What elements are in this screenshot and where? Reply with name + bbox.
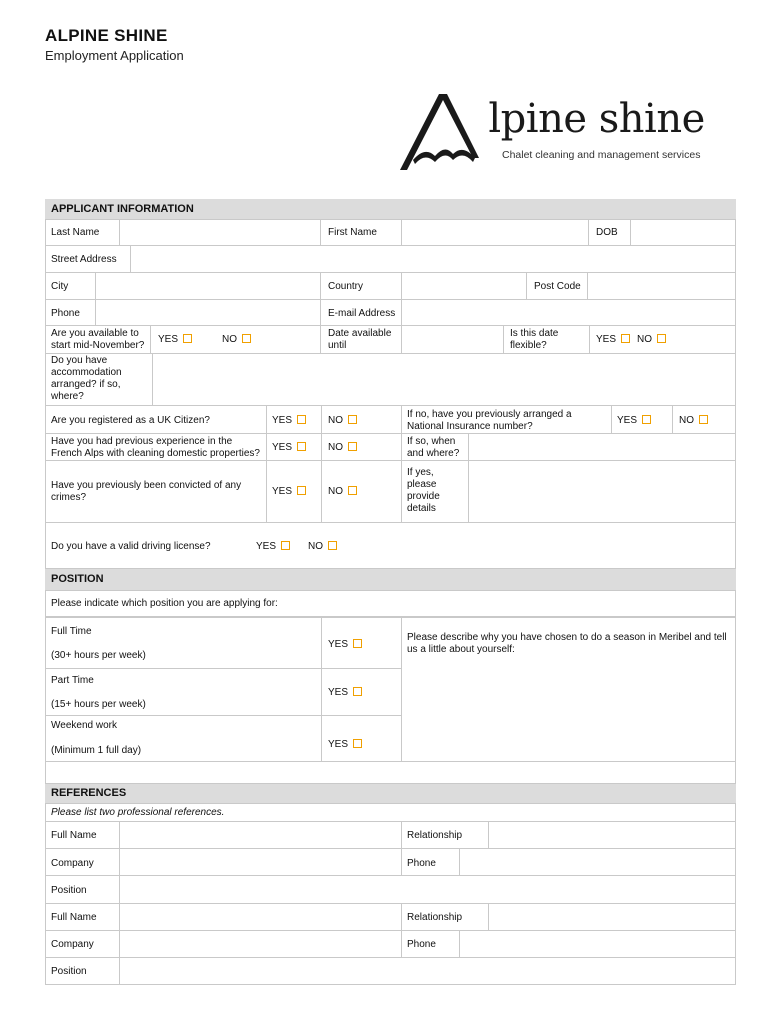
weekend-label: Weekend work	[51, 720, 117, 731]
checkbox-icon[interactable]	[353, 739, 362, 748]
ref2-position-field[interactable]	[119, 957, 736, 985]
checkbox-icon[interactable]	[348, 442, 357, 451]
section-applicant-information: APPLICANT INFORMATION	[45, 199, 736, 219]
email-field[interactable]	[401, 299, 736, 326]
checkbox-icon[interactable]	[242, 334, 251, 343]
checkbox-icon[interactable]	[699, 415, 708, 424]
checkbox-icon[interactable]	[281, 541, 290, 550]
flexible-yes[interactable]: YES	[596, 334, 630, 346]
available-question: Are you available to start mid-November?	[51, 328, 145, 351]
checkbox-icon[interactable]	[328, 541, 337, 550]
section-references: REFERENCES	[45, 784, 736, 803]
part-time-yes[interactable]: YES	[328, 687, 362, 699]
ref2-full-name-label: Full Name	[51, 912, 97, 923]
checkbox-icon[interactable]	[297, 415, 306, 424]
last-name-label: Last Name	[51, 227, 100, 238]
ni-yes[interactable]: YES	[617, 415, 651, 427]
ref2-relationship-field[interactable]	[488, 903, 736, 931]
ref1-company-field[interactable]	[119, 848, 402, 876]
ref1-position-field[interactable]	[119, 875, 736, 904]
date-available-label: Date available until	[328, 328, 392, 351]
full-time-hours: (30+ hours per week)	[51, 650, 146, 661]
flexible-no[interactable]: NO	[637, 334, 666, 346]
part-time-hours: (15+ hours per week)	[51, 699, 146, 710]
checkbox-icon[interactable]	[297, 486, 306, 495]
checkbox-icon[interactable]	[353, 687, 362, 696]
accommodation-question: Do you have accommodation arranged? if so, where?	[51, 355, 122, 402]
ref1-phone-field[interactable]	[459, 848, 736, 876]
logo-tagline: Chalet cleaning and management services	[502, 149, 701, 161]
driving-question: Do you have a valid driving license?	[51, 541, 211, 552]
ref1-company-label: Company	[51, 858, 94, 869]
section-position: POSITION	[45, 569, 736, 590]
crimes-yes[interactable]: YES	[272, 486, 306, 498]
ref2-company-field[interactable]	[119, 930, 402, 958]
logo-wordmark: lpine shine	[488, 96, 705, 142]
uk-citizen-question: Are you registered as a UK Citizen?	[51, 415, 210, 426]
email-label: E-mail Address	[328, 308, 396, 319]
document-subtitle: Employment Application	[45, 48, 184, 63]
driving-yes[interactable]: YES	[256, 541, 290, 553]
crimes-question: Have you previously been convicted of any crimes?	[51, 480, 242, 503]
position-instruction: Please indicate which position you are applying for:	[51, 598, 278, 609]
first-name-label: First Name	[328, 227, 377, 238]
ref1-relationship-field[interactable]	[488, 821, 736, 849]
accommodation-field[interactable]	[152, 353, 736, 406]
checkbox-icon[interactable]	[348, 486, 357, 495]
when-where-field[interactable]	[468, 433, 736, 461]
post-code-field[interactable]	[587, 272, 736, 300]
part-time-label: Part Time	[51, 675, 94, 686]
phone-field[interactable]	[95, 299, 321, 326]
dob-field[interactable]	[630, 219, 736, 246]
ref2-company-label: Company	[51, 939, 94, 950]
ref2-full-name-field[interactable]	[119, 903, 402, 931]
city-label: City	[51, 281, 69, 292]
phone-label: Phone	[51, 308, 80, 319]
ref2-phone-label: Phone	[407, 939, 436, 950]
available-yes[interactable]: YES	[158, 334, 192, 346]
describe-field[interactable]	[401, 616, 736, 762]
checkbox-icon[interactable]	[621, 334, 630, 343]
ref2-position-label: Position	[51, 966, 87, 977]
describe-question: Please describe why you have chosen to do a season in Meribel and tell us a little about yourself:	[407, 632, 727, 655]
ref1-full-name-label: Full Name	[51, 830, 97, 841]
ref2-relationship-label: Relationship	[407, 912, 463, 923]
experience-question: Have you had previous experience in the French Alps with cleaning domestic properties?	[51, 436, 260, 459]
details-label: If yes, please provide details	[407, 467, 440, 514]
weekend-minimum: (Minimum 1 full day)	[51, 745, 142, 756]
experience-yes[interactable]: YES	[272, 442, 306, 454]
ref2-phone-field[interactable]	[459, 930, 736, 958]
checkbox-icon[interactable]	[642, 415, 651, 424]
street-address-field[interactable]	[130, 245, 736, 273]
driving-no[interactable]: NO	[308, 541, 337, 553]
country-field[interactable]	[401, 272, 527, 300]
available-no[interactable]: NO	[222, 334, 251, 346]
full-time-yes[interactable]: YES	[328, 639, 362, 651]
date-available-field[interactable]	[401, 325, 504, 354]
first-name-field[interactable]	[401, 219, 589, 246]
dob-label: DOB	[596, 227, 618, 238]
checkbox-icon[interactable]	[297, 442, 306, 451]
checkbox-icon[interactable]	[348, 415, 357, 424]
references-instruction: Please list two professional references.	[51, 807, 225, 818]
street-address-label: Street Address	[51, 254, 117, 265]
experience-no[interactable]: NO	[328, 442, 357, 454]
full-time-label: Full Time	[51, 626, 92, 637]
city-field[interactable]	[95, 272, 321, 300]
ni-no[interactable]: NO	[679, 415, 708, 427]
last-name-field[interactable]	[119, 219, 321, 246]
uk-citizen-yes[interactable]: YES	[272, 415, 306, 427]
crimes-details-field[interactable]	[468, 460, 736, 523]
flexible-question: Is this date flexible?	[510, 328, 559, 351]
ref1-relationship-label: Relationship	[407, 830, 463, 841]
ref1-phone-label: Phone	[407, 858, 436, 869]
post-code-label: Post Code	[534, 281, 581, 292]
checkbox-icon[interactable]	[353, 639, 362, 648]
weekend-yes[interactable]: YES	[328, 739, 362, 751]
crimes-no[interactable]: NO	[328, 486, 357, 498]
ref1-position-label: Position	[51, 885, 87, 896]
company-title: ALPINE SHINE	[45, 26, 168, 45]
checkbox-icon[interactable]	[183, 334, 192, 343]
when-where-label: If so, when and where?	[407, 436, 460, 459]
country-label: Country	[328, 281, 364, 292]
ref1-full-name-field[interactable]	[119, 821, 402, 849]
ni-question: If no, have you previously arranged a National Insurance number?	[407, 409, 572, 432]
checkbox-icon[interactable]	[657, 334, 666, 343]
uk-citizen-no[interactable]: NO	[328, 415, 357, 427]
